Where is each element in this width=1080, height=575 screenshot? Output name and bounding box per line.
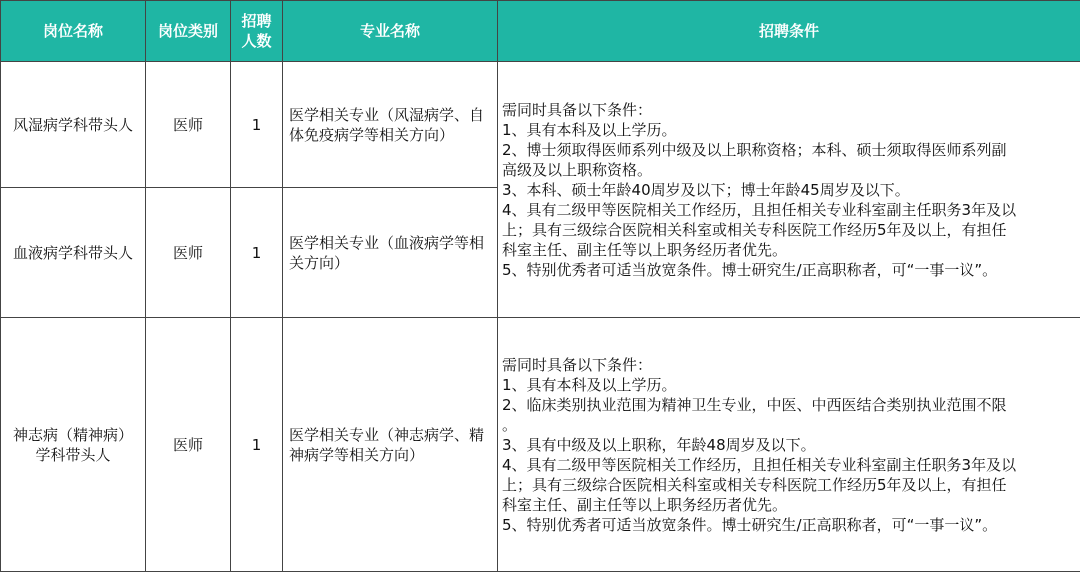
major-cell: 医学相关专业（风湿病学、自体免疫病学等相关方向） bbox=[283, 62, 498, 188]
condition-line: 3、本科、硕士年龄40周岁及以下；博士年龄45周岁及以下。 bbox=[502, 180, 910, 199]
conditions-cell bbox=[498, 62, 1080, 318]
condition-line: 需同时具备以下条件： bbox=[502, 355, 653, 374]
condition-line: 高级及以上职称资格。 bbox=[502, 160, 653, 179]
table-row bbox=[1, 62, 1080, 188]
condition-line: 上；具有三级综合医院相关科室或相关专科医院工作经历5年及以上，有担任 bbox=[502, 475, 1007, 494]
count-cell: 1 bbox=[231, 62, 283, 188]
condition-line: 3、具有中级及以上职称，年龄48周岁及以下。 bbox=[502, 435, 816, 454]
header-category: 岗位类别 bbox=[146, 1, 231, 62]
conditions-list bbox=[502, 100, 1076, 280]
major-cell: 医学相关专业（神志病学、精神病学等相关方向） bbox=[283, 318, 498, 572]
position-cell: 血液病学科带头人 bbox=[1, 188, 146, 318]
table-row bbox=[1, 318, 1080, 572]
condition-line: 上；具有三级综合医院相关科室或相关专科医院工作经历5年及以上，有担任 bbox=[502, 220, 1007, 239]
condition-line: 科室主任、副主任等以上职务经历者优先。 bbox=[502, 240, 788, 259]
condition-line: 需同时具备以下条件： bbox=[502, 100, 653, 119]
condition-line: 5、特别优秀者可适当放宽条件。博士研究生/正高职称者，可“一事一议”。 bbox=[502, 260, 998, 279]
count-cell: 1 bbox=[231, 188, 283, 318]
header-row bbox=[1, 1, 1080, 62]
header-count-text: 招聘人数 bbox=[241, 12, 272, 50]
condition-line: 1、具有本科及以上学历。 bbox=[502, 375, 677, 394]
position-cell: 风湿病学科带头人 bbox=[1, 62, 146, 188]
category-cell: 医师 bbox=[146, 188, 231, 318]
conditions-list bbox=[502, 355, 1076, 535]
condition-line: 2、临床类别执业范围为精神卫生专业，中医、中西医结合类别执业范围不限 bbox=[502, 395, 1007, 414]
condition-line: 科室主任、副主任等以上职务经历者优先。 bbox=[502, 495, 788, 514]
header-position: 岗位名称 bbox=[1, 1, 146, 62]
header-major: 专业名称 bbox=[283, 1, 498, 62]
condition-line: 。 bbox=[502, 415, 518, 434]
condition-line: 4、具有二级甲等医院相关工作经历，且担任相关专业科室副主任职务3年及以 bbox=[502, 200, 1017, 219]
count-cell: 1 bbox=[231, 318, 283, 572]
header-conditions: 招聘条件 bbox=[498, 1, 1080, 62]
condition-line: 2、博士须取得医师系列中级及以上职称资格；本科、硕士须取得医师系列副 bbox=[502, 140, 1007, 159]
header-count bbox=[231, 1, 283, 62]
category-cell: 医师 bbox=[146, 318, 231, 572]
condition-line: 4、具有二级甲等医院相关工作经历，且担任相关专业科室副主任职务3年及以 bbox=[502, 455, 1017, 474]
condition-line: 1、具有本科及以上学历。 bbox=[502, 120, 677, 139]
major-cell: 医学相关专业（血液病学等相关方向） bbox=[283, 188, 498, 318]
position-cell: 神志病（精神病）学科带头人 bbox=[1, 318, 146, 572]
category-cell: 医师 bbox=[146, 62, 231, 188]
conditions-cell bbox=[498, 318, 1080, 572]
condition-line: 5、特别优秀者可适当放宽条件。博士研究生/正高职称者，可“一事一议”。 bbox=[502, 515, 998, 534]
